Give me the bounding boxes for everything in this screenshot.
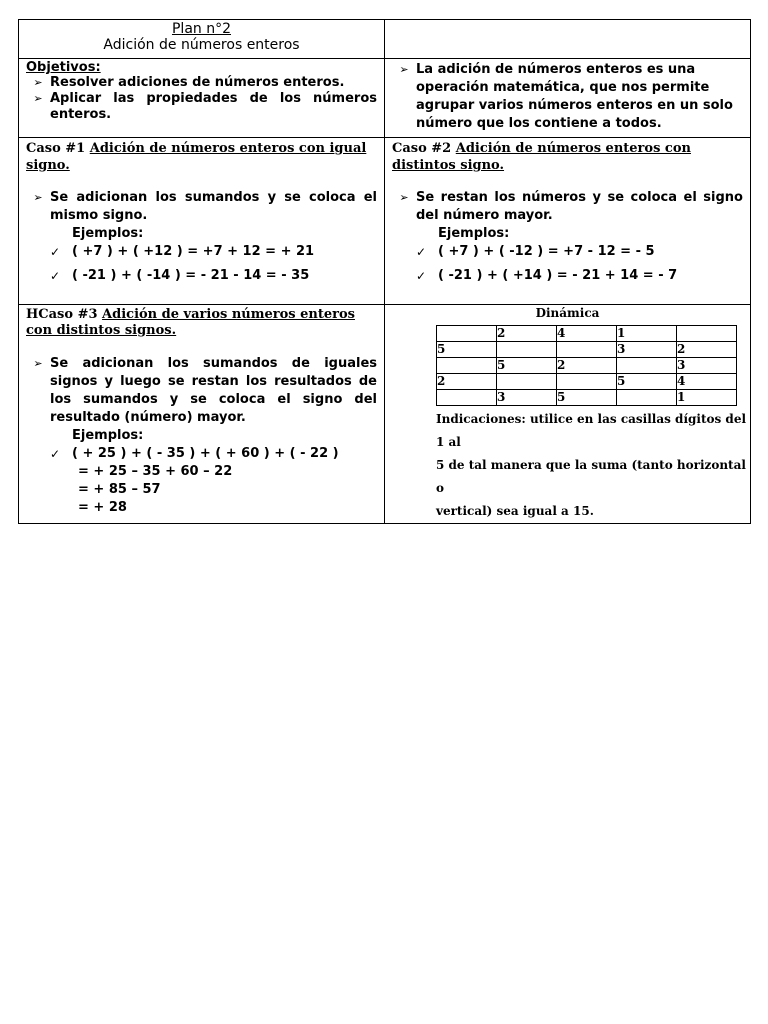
grid-cell[interactable]	[437, 358, 497, 374]
case1-heading: Caso #1 Adición de números enteros con igual signo.	[26, 141, 367, 173]
grid-cell[interactable]: 1	[617, 326, 677, 342]
arrow-bullet-icon: ➢	[33, 357, 43, 370]
grid-cell[interactable]: 2	[497, 326, 557, 342]
grid-cell[interactable]	[677, 326, 737, 342]
case3-step: = + 28	[78, 500, 127, 515]
case3-examples-label: Ejemplos:	[72, 428, 144, 443]
grid-cell[interactable]	[617, 390, 677, 406]
case1-rule: ➢ Se adicionan los sumandos y se coloca el mismo signo.	[26, 189, 377, 225]
grid-cell[interactable]	[557, 374, 617, 390]
case3-example: ✓ ( + 25 ) + ( - 35 ) + ( + 60 ) + ( - 22 )	[50, 446, 339, 461]
dynamic-cell	[385, 305, 751, 524]
grid-cell[interactable]: 4	[677, 374, 737, 390]
case3-step: = + 25 – 35 + 60 – 22	[78, 464, 233, 479]
plan-header-cell	[19, 20, 385, 59]
grid-row	[437, 358, 737, 374]
grid-cell[interactable]: 2	[437, 374, 497, 390]
case2-cell	[385, 138, 751, 305]
case2-heading: Caso #2 Adición de números enteros con distintos signo.	[392, 141, 691, 173]
grid-cell[interactable]: 3	[677, 358, 737, 374]
lesson-plan-table	[18, 19, 751, 524]
case2-examples-label: Ejemplos:	[438, 226, 510, 241]
instructions-line: Indicaciones: utilice en las casillas dígitos del 1 al	[436, 412, 747, 449]
instructions	[385, 406, 750, 523]
grid-row	[437, 326, 737, 342]
number-grid	[436, 325, 737, 406]
check-icon: ✓	[50, 447, 61, 461]
definition-cell	[385, 59, 751, 138]
arrow-bullet-icon: ➢	[399, 191, 409, 204]
case3-cell	[19, 305, 385, 524]
case2-rule: ➢ Se restan los números y se coloca el signo del número mayor.	[392, 189, 743, 225]
arrow-bullet-icon: ➢	[33, 92, 43, 105]
arrow-bullet-icon: ➢	[33, 76, 43, 89]
objective-item: ➢ Resolver adiciones de números enteros.	[26, 75, 377, 91]
objective-item: ➢ Aplicar las propiedades de los números enteros.	[26, 91, 377, 123]
check-icon: ✓	[416, 245, 427, 259]
objectives-label: Objetivos:	[26, 60, 101, 75]
grid-cell[interactable]	[557, 342, 617, 358]
grid-row	[437, 390, 737, 406]
grid-cell[interactable]: 3	[497, 390, 557, 406]
arrow-bullet-icon: ➢	[33, 191, 43, 204]
objectives-cell	[19, 59, 385, 138]
grid-cell[interactable]: 5	[497, 358, 557, 374]
arrow-bullet-icon: ➢	[399, 63, 409, 76]
check-icon: ✓	[50, 245, 61, 259]
grid-cell[interactable]: 5	[437, 342, 497, 358]
empty-header-cell	[385, 20, 751, 59]
case1-example: ✓ ( -21 ) + ( -14 ) = - 21 - 14 = - 35	[50, 268, 310, 283]
case3-step: = + 85 – 57	[78, 482, 161, 497]
grid-cell[interactable]	[437, 326, 497, 342]
grid-row	[437, 342, 737, 358]
grid-cell[interactable]	[497, 374, 557, 390]
grid-cell[interactable]	[497, 342, 557, 358]
grid-row	[437, 374, 737, 390]
grid-cell[interactable]: 2	[557, 358, 617, 374]
case1-examples-label: Ejemplos:	[72, 226, 144, 241]
instructions-line: 5 de tal manera que la suma (tanto horizontal o	[436, 458, 746, 495]
case1-cell	[19, 138, 385, 305]
grid-cell[interactable]: 1	[677, 390, 737, 406]
grid-cell[interactable]	[437, 390, 497, 406]
instructions-line: vertical) sea igual a 15.	[436, 504, 594, 518]
grid-cell[interactable]: 3	[617, 342, 677, 358]
definition-item: ➢ La adición de números enteros es una operación matemática, que nos permite agrupar varios números enteros en un solo número que los contiene a todos.	[392, 61, 743, 133]
dynamic-title: Dinámica	[535, 306, 600, 320]
grid-cell[interactable]: 5	[617, 374, 677, 390]
grid-cell[interactable]: 5	[557, 390, 617, 406]
plan-title: Adición de números enteros	[103, 37, 300, 53]
check-icon: ✓	[50, 269, 61, 283]
case1-example: ✓ ( +7 ) + ( +12 ) = +7 + 12 = + 21	[50, 244, 315, 259]
grid-cell[interactable]	[617, 358, 677, 374]
grid-cell[interactable]: 4	[557, 326, 617, 342]
case2-example: ✓ ( -21 ) + ( +14 ) = - 21 + 14 = - 7	[416, 268, 678, 283]
plan-number: Plan n°2	[171, 21, 231, 37]
check-icon: ✓	[416, 269, 427, 283]
case2-example: ✓ ( +7 ) + ( -12 ) = +7 - 12 = - 5	[416, 244, 655, 259]
grid-cell[interactable]: 2	[677, 342, 737, 358]
case3-rule: ➢ Se adicionan los sumandos de iguales signos y luego se restan los resultados de los sumandos y se coloca el signo del resultado (número) mayor.	[26, 355, 377, 427]
case3-heading: HCaso #3 Adición de varios números enteros con distintos signos.	[26, 307, 355, 338]
